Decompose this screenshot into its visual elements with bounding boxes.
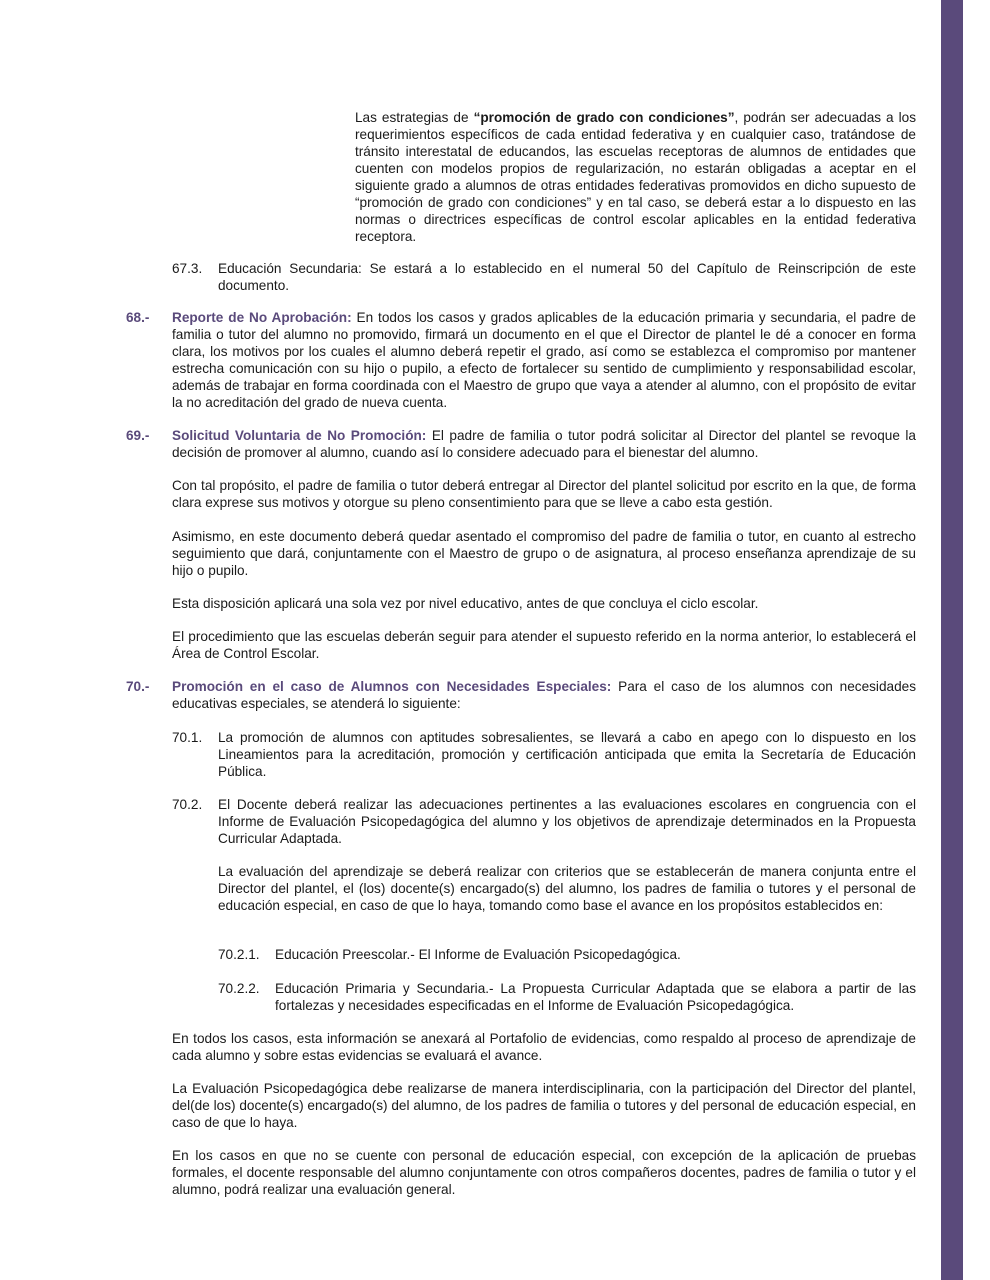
section-69-paragraph-1: Con tal propósito, el padre de familia o tutor deberá entregar al Director del plantel solicitud por escrito en la que, de forma clara exprese sus motivos y otorgue su pleno consentimiento para que se lleve a cabo esta gestión. xyxy=(172,478,916,510)
section-68-number: 68.- xyxy=(126,310,150,325)
intro-paragraph xyxy=(355,109,916,245)
closing-paragraph-2: La Evaluación Psicopedagógica debe realizarse de manera interdisciplinaria, con la participación del Director del plantel, del(de los) docente(s) encargado(s) del alumno, de los padres de familia o tutores y del personal de educación especial, en caso de que lo haya. xyxy=(172,1081,916,1130)
section-68-title: Reporte de No Aprobación: xyxy=(172,310,352,325)
item-70-1-number: 70.1. xyxy=(172,730,203,745)
closing-paragraph-3: En los casos en que no se cuente con personal de educación especial, con excepción de la aplicación de pruebas formales, el docente responsable del alumno conjuntamente con otros compañeros docentes, padres de familia o tutor y el alumno, podrá realizar una evaluación general. xyxy=(172,1148,916,1197)
section-69-title: Solicitud Voluntaria de No Promoción: xyxy=(172,428,427,443)
item-70-2-1-text: Educación Preescolar.- El Informe de Evaluación Psicopedagógica. xyxy=(275,947,681,962)
section-69-paragraph xyxy=(172,427,916,461)
section-69-paragraph-3: Esta disposición aplicará una sola vez por nivel educativo, antes de que concluya el ciclo escolar. xyxy=(172,596,759,611)
section-68-paragraph xyxy=(172,309,916,411)
item-70-2-number: 70.2. xyxy=(172,797,203,812)
section-69-text: El padre de familia o tutor podrá solicitar al Director del plantel se revoque la decisión de promover al alumno, cuando así lo considere adecuado para el bienestar del alumno. xyxy=(172,428,916,460)
item-67-3-number: 67.3. xyxy=(172,261,203,276)
section-68-text: En todos los casos y grados aplicables de la educación primaria y secundaria, el padre de familia o tutor del alumno no promovido, firmará un documento en el que el Director de plantel le dé a conocer en forma clara, los motivos por los cuales el alumno deberá repetir el grado, así como se establezca el compromiso por mantener estrecha comunicación con su hijo o pupilo, a efecto de fortalecer su sentido de cumplimiento y responsabilidad escolar, además de trabajar en forma coordinada con el Maestro de grupo que vaya a atender al alumno, con el propósito de evitar la no acreditación del grado de nueva cuenta. xyxy=(172,310,916,410)
section-70-number: 70.- xyxy=(126,679,150,694)
page-side-bar xyxy=(941,0,963,1280)
item-67-3-text: Educación Secundaria: Se estará a lo establecido en el numeral 50 del Capítulo de Reinscripción de este documento. xyxy=(218,261,916,293)
intro-bold: “promoción de grado con condiciones” xyxy=(473,110,735,125)
closing-paragraph-1: En todos los casos, esta información se anexará al Portafolio de evidencias, como respaldo al proceso de aprendizaje de cada alumno y sobre estas evidencias se evaluará el avance. xyxy=(172,1031,916,1063)
section-69-number: 69.- xyxy=(126,428,150,443)
section-70-paragraph xyxy=(172,678,916,712)
item-70-2-paragraph: La evaluación del aprendizaje se deberá realizar con criterios que se establecerán de manera conjunta entre el Director del plantel, el (los) docente(s) encargado(s) del alumno, los padres de familia o tutores y el personal de educación especial, en caso de que lo haya, tomando como base el avance en los propósitos establecidos en: xyxy=(218,864,916,913)
section-70-title: Promoción en el caso de Alumnos con Necesidades Especiales: xyxy=(172,679,612,694)
section-69-paragraph-2: Asimismo, en este documento deberá quedar asentado el compromiso del padre de familia o tutor, en cuanto al estrecho seguimiento que dará, conjuntamente con el Maestro de grupo o de asignatura, al proceso enseñanza aprendizaje de su hijo o pupilo. xyxy=(172,529,916,578)
item-70-2-2-number: 70.2.2. xyxy=(218,981,260,996)
section-69-paragraph-4: El procedimiento que las escuelas deberán seguir para atender el supuesto referido en la norma anterior, lo establecerá el Área de Control Escolar. xyxy=(172,629,916,661)
item-70-2-text: El Docente deberá realizar las adecuaciones pertinentes a las evaluaciones escolares en congruencia con el Informe de Evaluación Psicopedagógica del alumno y los objetivos de aprendizaje determinados en la Propuesta Curricular Adaptada. xyxy=(218,797,916,846)
section-70-text: Para el caso de los alumnos con necesidades educativas especiales, se atenderá lo siguiente: xyxy=(172,679,916,711)
item-70-1-text: La promoción de alumnos con aptitudes sobresalientes, se llevará a cabo en apego con lo dispuesto en los Lineamientos para la acreditación, promoción y certificación anticipada que emita la Secretaría de Educación Pública. xyxy=(218,730,916,779)
item-70-2-2-text: Educación Primaria y Secundaria.- La Propuesta Curricular Adaptada que se elabora a partir de las fortalezas y necesidades especificadas en el Informe de Evaluación Psicopedagógica. xyxy=(275,981,916,1013)
item-70-2-1-number: 70.2.1. xyxy=(218,947,260,962)
intro-prefix: Las estrategias de xyxy=(355,110,474,125)
intro-rest: , podrán ser adecuadas a los requerimientos específicos de cada entidad federativa y en cualquier caso, tratándose de tránsito interestatal de educandos, las escuelas receptoras de alumnos de entidades que cuenten con modelos propios de regularización, no estarán obligadas a aceptar en el siguiente grado a alumnos de otras entidades federativas promovidos en dicho supuesto de “promoción de grado con condiciones” y en tal caso, se deberá estar a lo dispuesto en las normas o directrices específicas de control escolar aplicables en la entidad federativa receptora. xyxy=(355,110,917,244)
